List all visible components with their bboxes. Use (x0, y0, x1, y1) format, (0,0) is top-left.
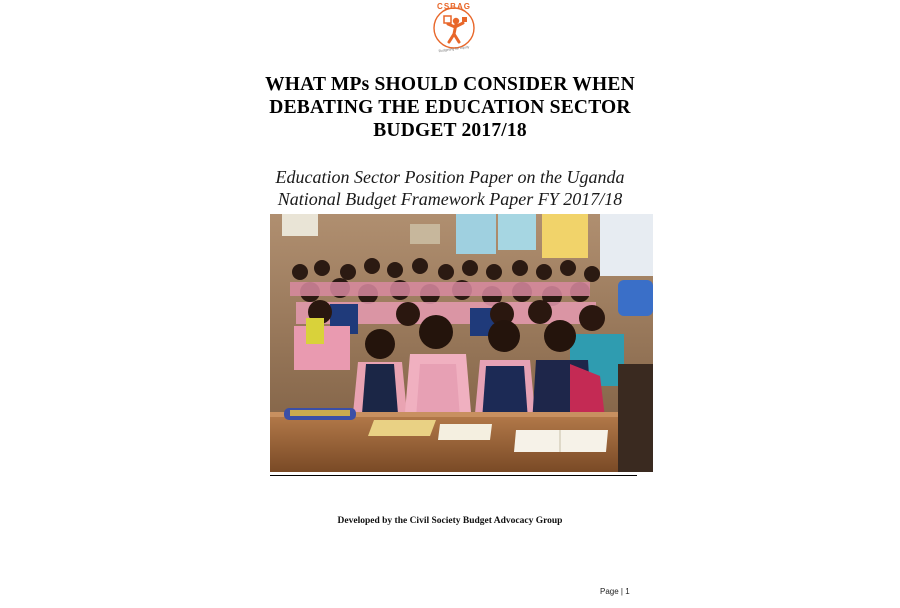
logo-name: CSBAG (437, 2, 471, 11)
subtitle-line-2: National Budget Framework Paper FY 2017/18 (277, 189, 623, 209)
page-number (600, 587, 660, 596)
classroom-photo (270, 214, 653, 472)
classroom-photo-image (270, 214, 653, 472)
developed-by-line: Developed by the Civil Society Budget Advocacy Group (337, 516, 563, 526)
page-number-value: 1 (625, 587, 630, 596)
logo-tagline: Budgeting for equity (438, 44, 470, 54)
title-line-1: WHAT MPs SHOULD CONSIDER WHEN (265, 74, 635, 95)
page-label: Page (600, 587, 619, 596)
document-title (230, 73, 670, 142)
title-line-3: BUDGET 2017/18 (373, 120, 527, 141)
horizontal-divider (270, 475, 637, 476)
title-line-2: DEBATING THE EDUCATION SECTOR (269, 97, 631, 118)
page-separator: | (620, 587, 623, 596)
document-subtitle (230, 166, 670, 210)
subtitle-line-1: Education Sector Position Paper on the Uganda (275, 167, 625, 187)
